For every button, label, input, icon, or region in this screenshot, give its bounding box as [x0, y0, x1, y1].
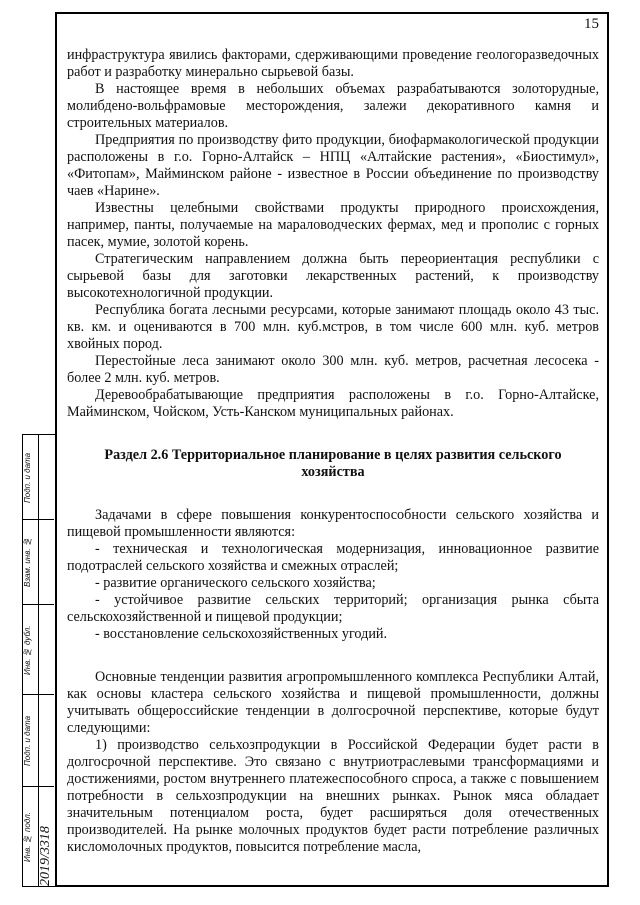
paragraph: Деревообрабатывающие предприятия расположены в г.о. Горно-Алтайске, Майминском, Чойском, Усть-Канском муниципальных районах. — [67, 387, 599, 420]
list-item: - восстановление сельскохозяйственных угодий. — [95, 626, 388, 642]
paragraph: Задачами в сфере повышения конкурентоспособности сельского хозяйства и пищевой промышленности являются: — [67, 507, 599, 540]
handwritten-inventory-number: 2019/3318 — [38, 826, 53, 886]
paragraph: В настоящее время в небольших объемах разрабатываются золоторудные, молибдено-вольфрамовые месторождения, залежи декоративного камня и строительных материалов. — [67, 81, 599, 131]
stamp-label: Подп. и дата — [23, 452, 32, 503]
stamp-label: Взам. инв. № — [23, 537, 32, 588]
paragraph: Стратегическим направлением должна быть переориентация республики с сырьевой базы для заготовки лекарственных растений, к производству высокотехнологичной продукции. — [67, 251, 599, 301]
approval-stamp-strip — [22, 434, 55, 887]
document-body — [67, 47, 599, 856]
list-item: - устойчивое развитие сельских территорий; организация рынка сбыта сельскохозяйственной и пищевой продукции; — [67, 592, 599, 625]
stamp-label: Инв. № подл. — [23, 812, 32, 863]
paragraph: Предприятия по производству фито продукции, биофармакологической продукции расположены в г.о. Горно-Алтайск – НПЦ «Алтайские растения», «Биостимул», «Фитопам», Майминском районе - известное в России объединение по производству чаев «Нарине». — [67, 132, 599, 199]
paragraph: Республика богата лесными ресурсами, которые занимают площадь около 43 тыс. кв. км. и оцениваются в 700 млн. куб.мстров, в том числе 600 млн. куб. метров хвойных пород. — [67, 302, 599, 352]
paragraph: Основные тенденции развития агропромышленного комплекса Республики Алтай, как основы кластера сельского хозяйства и пищевой промышленности, должны учитывать общероссийские тенденции в долгосрочной перспективе, которые будут следующими: — [67, 669, 599, 736]
page-frame — [55, 12, 609, 887]
page-number: 15 — [584, 16, 599, 32]
paragraph: Известны целебными свойствами продукты природного происхождения, например, панты, получаемые на мараловодческих фермах, мед и прополис с горных пасек, мумие, золотой корень. — [67, 200, 599, 250]
stamp-label: Подп. и дата — [23, 715, 32, 767]
list-item: - развитие органического сельского хозяйства; — [95, 575, 376, 591]
stamp-label: Инв. № дубл. — [23, 625, 32, 675]
paragraph: 1) производство сельхозпродукции в Российской Федерации будет расти в долгосрочной перспективе. Это связано с внутриотраслевыми трансформациями и достижениями, ростом внутреннего платежеспособного спроса, а также с повышением потребности в сельхозпродукции на внешних рынках. Рынок мяса обладает значительным потенциалом роста, будет расширяться доля отечественных производителей. На рынке молочных продуктов будет расти потребление различных кисломолочных продуктов, повысится потребление масла, — [67, 737, 599, 855]
paragraph: инфраструктура явились факторами, сдерживающими проведение геологоразведочных работ и разработку минерально сырьевой базы. — [67, 47, 599, 80]
paragraph: Перестойные леса занимают около 300 млн. куб. метров, расчетная лесосека - более 2 млн. куб. метров. — [67, 353, 599, 386]
section-heading: Раздел 2.6 Территориальное планирование в целях развития сельского хозяйства — [104, 447, 562, 480]
list-item: - техническая и технологическая модернизация, инновационное развитие подотраслей сельского хозяйства и смежных отраслей; — [67, 541, 599, 574]
